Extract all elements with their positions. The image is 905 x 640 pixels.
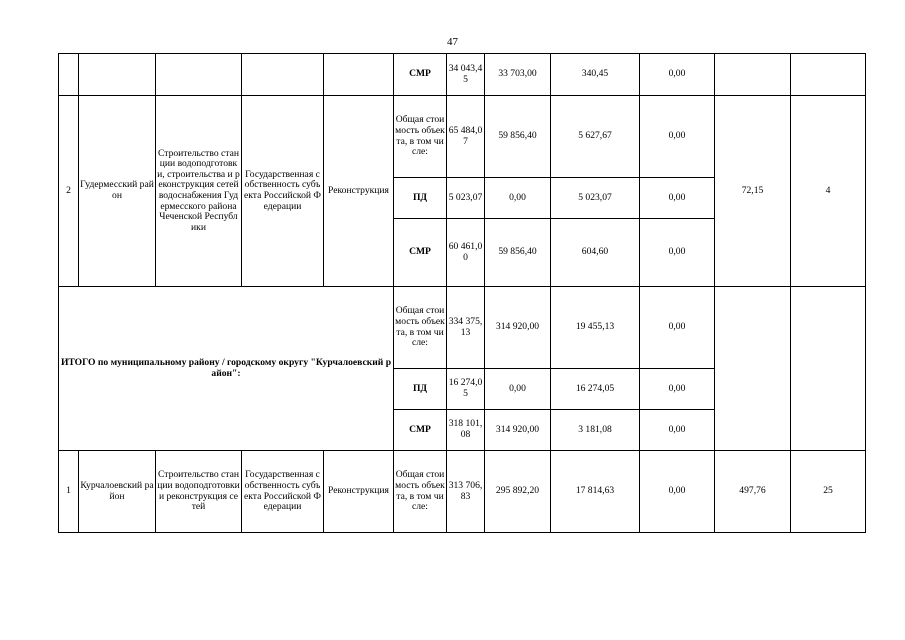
- cell-count: 25: [791, 451, 866, 533]
- cell-ownership: Государственная собственность субъекта Российской Федерации: [242, 451, 324, 533]
- cell-local: 0,00: [640, 178, 715, 219]
- cell-no: 2: [59, 96, 79, 287]
- cell-regional: 340,45: [551, 54, 640, 96]
- cell-total-cost: 65 484,07: [447, 96, 485, 178]
- cell-count: [791, 54, 866, 96]
- cell-stage: СМР: [394, 219, 447, 287]
- cell-regional: 5 627,67: [551, 96, 640, 178]
- cell-total-cost: 334 375,13: [447, 287, 485, 369]
- cell-local: 0,00: [640, 54, 715, 96]
- cell-district: Курчалоевский район: [79, 451, 156, 533]
- cell-ownership: [242, 54, 324, 96]
- cell-name: Строительство станции водоподготовки и реконструкция сетей: [156, 451, 242, 533]
- table-row: [59, 54, 866, 96]
- cell-federal: 0,00: [485, 369, 551, 410]
- cell-federal: 314 920,00: [485, 410, 551, 451]
- page-number: 47: [447, 36, 458, 48]
- cell-stage: Общая стоимость объекта, в том числе:: [394, 287, 447, 369]
- cell-federal: 295 892,20: [485, 451, 551, 533]
- cell-federal: 314 920,00: [485, 287, 551, 369]
- cell-total-cost: 16 274,05: [447, 369, 485, 410]
- table-row: [59, 96, 866, 178]
- cell-regional: 16 274,05: [551, 369, 640, 410]
- cell-stage: ПД: [394, 178, 447, 219]
- table-row: [59, 451, 866, 533]
- cell-total-cost: 318 101,08: [447, 410, 485, 451]
- cell-federal: 59 856,40: [485, 219, 551, 287]
- cell-regional: 19 455,13: [551, 287, 640, 369]
- cell-total-cost: 5 023,07: [447, 178, 485, 219]
- cell-local: 0,00: [640, 410, 715, 451]
- cell-capacity: 72,15: [715, 96, 791, 287]
- cell-ownership: Государственная собственность субъекта Российской Федерации: [242, 96, 324, 287]
- cell-total-cost: 60 461,00: [447, 219, 485, 287]
- cell-count: 4: [791, 96, 866, 287]
- cell-total-cost: 34 043,45: [447, 54, 485, 96]
- cell-stage: СМР: [394, 410, 447, 451]
- cell-total-cost: 313 706,83: [447, 451, 485, 533]
- cell-local: 0,00: [640, 451, 715, 533]
- cell-type: Реконструкция: [324, 451, 394, 533]
- cell-stage: ПД: [394, 369, 447, 410]
- cell-local: 0,00: [640, 369, 715, 410]
- subtotal-label: ИТОГО по муниципальному району / городскому округу "Курчалоевский район":: [59, 287, 394, 451]
- cell-federal: 59 856,40: [485, 96, 551, 178]
- cell-local: 0,00: [640, 287, 715, 369]
- cell-local: 0,00: [640, 96, 715, 178]
- cell-no: 1: [59, 451, 79, 533]
- cell-regional: 5 023,07: [551, 178, 640, 219]
- cell-stage: Общая стоимость объекта, в том числе:: [394, 451, 447, 533]
- cell-federal: 0,00: [485, 178, 551, 219]
- cell-count: [791, 287, 866, 451]
- cell-capacity: 497,76: [715, 451, 791, 533]
- cell-capacity: [715, 287, 791, 451]
- cell-name: [156, 54, 242, 96]
- cell-local: 0,00: [640, 219, 715, 287]
- cell-stage: Общая стоимость объекта, в том числе:: [394, 96, 447, 178]
- cell-district: Гудермесский район: [79, 96, 156, 287]
- cell-stage: СМР: [394, 54, 447, 96]
- cell-name: Строительство станции водоподготовки, строительства и реконструкция сетей водоснабжения Гудермесского района Чеченской Республики: [156, 96, 242, 287]
- cell-district: [79, 54, 156, 96]
- cell-type: Реконструкция: [324, 96, 394, 287]
- cell-capacity: [715, 54, 791, 96]
- cell-regional: 604,60: [551, 219, 640, 287]
- investment-table: [58, 53, 866, 533]
- cell-federal: 33 703,00: [485, 54, 551, 96]
- cell-type: [324, 54, 394, 96]
- cell-no: [59, 54, 79, 96]
- cell-regional: 17 814,63: [551, 451, 640, 533]
- table-row: [59, 287, 866, 369]
- cell-regional: 3 181,08: [551, 410, 640, 451]
